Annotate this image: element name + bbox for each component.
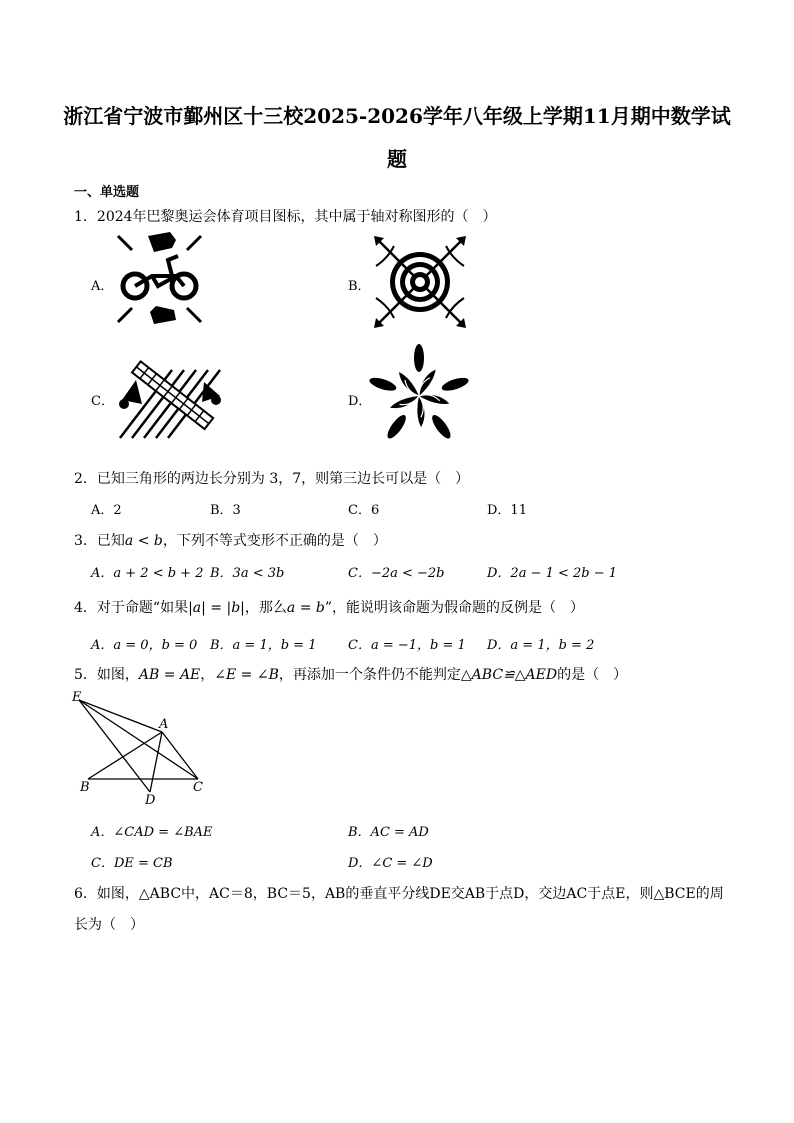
question-1-stem: 1．2024年巴黎奥运会体育项目图标，其中属于轴对称图形的（ ） — [74, 209, 497, 225]
q1-option-c-label: C． — [91, 394, 114, 409]
archery-target-icon — [374, 236, 466, 328]
q5-point-a: A — [159, 717, 169, 732]
q2-option-a: A．2 — [91, 503, 122, 518]
q2-option-c: C．6 — [348, 503, 380, 518]
q3-option-a: A．a + 2 < b + 2 — [91, 566, 204, 581]
q4-stem-conclusion: a = b — [286, 600, 325, 616]
q5-point-c: C — [193, 780, 203, 795]
question-3-stem — [74, 530, 387, 550]
q5-stem-condition-1: AB = AE — [138, 667, 201, 683]
q4-stem-prefix: 4．对于命题“如果 — [74, 600, 189, 616]
q3-stem-condition: a < b — [124, 533, 163, 549]
q4-stem-condition: |a| = |b| — [188, 600, 245, 616]
q5-stem-condition-2: ∠E = ∠B — [214, 667, 279, 683]
badminton-icon — [112, 352, 224, 440]
q1-option-b-label: B． — [348, 279, 371, 294]
q3-stem-suffix: ，下列不等式变形不正确的是（ ） — [162, 533, 387, 549]
q4-option-b: B．a = 1，b = 1 — [210, 638, 317, 653]
q5-stem-middle: ，再添加一个条件仍不能判定 — [278, 667, 461, 683]
bmx-cycling-icon — [112, 230, 207, 328]
question-2-stem: 2．已知三角形的两边长分别为 3，7，则第三边长可以是（ ） — [74, 471, 470, 487]
question-6-stem-line2: 长为（ ） — [74, 917, 144, 933]
q5-option-b: B．AC = AD — [348, 825, 429, 840]
q5-stem-congruence: △ABC≌△AED — [460, 667, 558, 683]
q3-option-b: B．3a < 3b — [210, 566, 285, 581]
pinwheel-icon — [374, 344, 464, 448]
q5-option-a: A．∠CAD = ∠BAE — [91, 825, 213, 840]
q5-option-c: C．DE = CB — [91, 856, 173, 871]
question-6-stem-line1: 6．如图，△ABC中，AC＝8，BC＝5，AB的垂直平分线DE交AB于点D，交边AC于点E，则△BCE的周 — [74, 886, 724, 902]
question-4-stem — [74, 597, 584, 617]
q5-point-e: E — [72, 690, 82, 705]
exam-title-line1: 浙江省宁波市鄞州区十三校2025-2026学年八年级上学期11月期中数学试 — [63, 104, 731, 128]
q3-option-d: D．2a − 1 < 2b − 1 — [487, 566, 618, 581]
q3-stem-prefix: 3．已知 — [74, 533, 125, 549]
q5-option-d: D．∠C = ∠D — [348, 856, 433, 871]
q4-stem-middle: ，那么 — [244, 600, 287, 616]
q5-stem-prefix: 5．如图， — [74, 667, 139, 683]
q2-option-b: B．3 — [210, 503, 241, 518]
q1-option-d-label: D． — [348, 394, 372, 409]
q2-option-d: D．11 — [487, 503, 527, 518]
q4-stem-suffix: ”，能说明该命题为假命题的反例是（ ） — [324, 600, 584, 616]
q5-stem-separator: ， — [200, 667, 215, 683]
q4-option-c: C．a = −1，b = 1 — [348, 638, 466, 653]
q5-point-d: D — [145, 793, 156, 808]
q4-option-d: D．a = 1，b = 2 — [487, 638, 595, 653]
section-heading-single-choice: 一、单选题 — [74, 185, 140, 200]
question-5-stem — [74, 664, 627, 684]
exam-title-line2: 题 — [387, 147, 407, 171]
q1-option-a-label: A． — [91, 279, 114, 294]
q5-point-b: B — [80, 780, 90, 795]
q5-stem-suffix: 的是（ ） — [557, 667, 628, 683]
q3-option-c: C．−2a < −2b — [348, 566, 445, 581]
q4-option-a: A．a = 0，b = 0 — [91, 638, 198, 653]
